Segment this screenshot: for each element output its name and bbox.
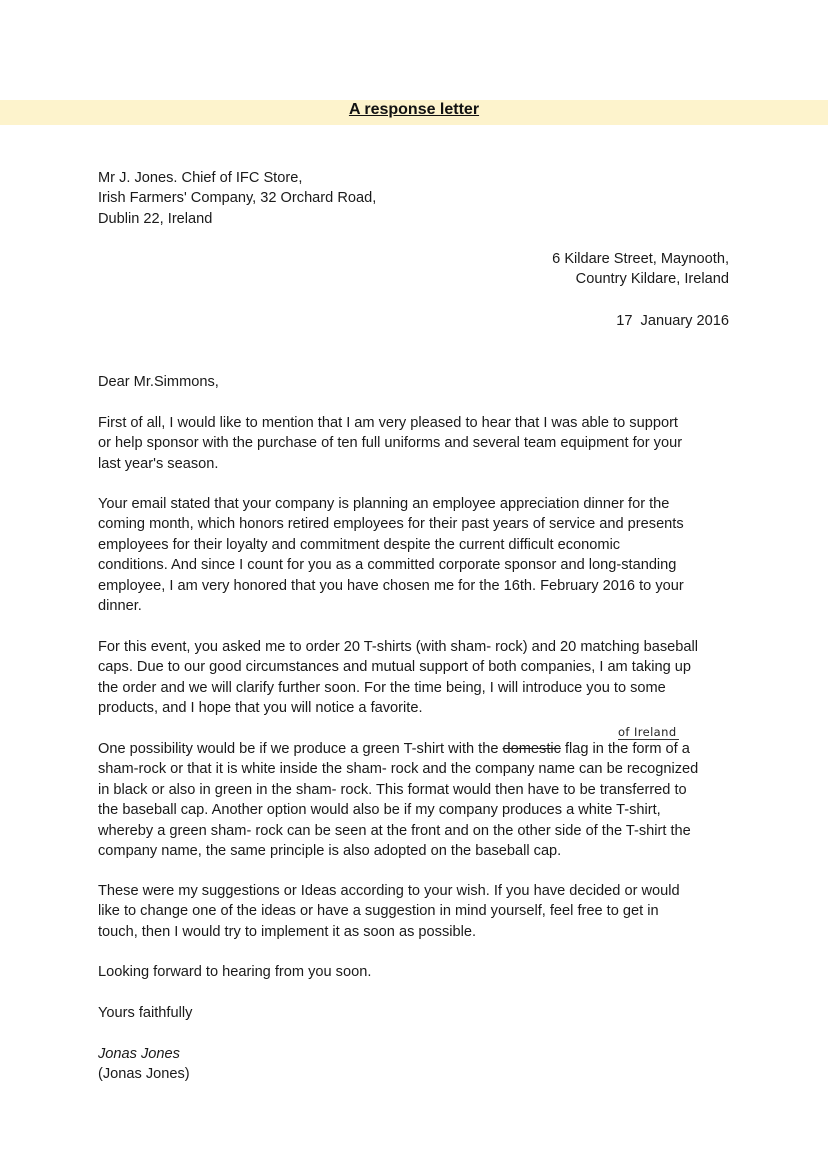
recipient-address bbox=[98, 168, 738, 229]
sender-line: 6 Kildare Street, Maynooth, bbox=[552, 251, 729, 267]
signature: Jonas Jones bbox=[98, 1046, 180, 1062]
text-segment: One possibility would be if we produce a green T-shirt with the bbox=[98, 741, 503, 757]
paragraph-2 bbox=[98, 494, 738, 616]
paragraph-line: touch, then I would try to implement it as soon as possible. bbox=[98, 923, 477, 940]
paragraph-line: or help sponsor with the purchase of ten full uniforms and several team equipment for your bbox=[98, 435, 683, 452]
paragraph-line: dinner. bbox=[98, 598, 142, 615]
paragraph-4 bbox=[98, 739, 738, 861]
sender-line: Country Kildare, Ireland bbox=[575, 271, 729, 288]
paragraph-first-line bbox=[98, 739, 738, 759]
paragraph-line: conditions. And since I count for you as a committed corporate sponsor and long-standing bbox=[98, 557, 677, 574]
paragraph-5 bbox=[98, 881, 738, 942]
handwritten-insertion: of Ireland bbox=[618, 725, 677, 739]
paragraph-line: the baseball cap. Another option would also be if my company produces a white T-shirt, bbox=[98, 802, 661, 819]
paragraph-line: products, and I hope that you will notice a favorite. bbox=[98, 700, 423, 717]
paragraph-line: Your email stated that your company is planning an employee appreciation dinner for the bbox=[98, 496, 670, 512]
paragraph-line: in black or also in green in the sham- rock. This format would then have to be transferred to bbox=[98, 781, 687, 798]
recipient-line: Dublin 22, Ireland bbox=[98, 210, 213, 227]
paragraph-line: last year's season. bbox=[98, 455, 219, 472]
struck-word: domestic bbox=[502, 741, 561, 757]
paragraph-line: coming month, which honors retired employees for their past years of service and presents bbox=[98, 516, 684, 533]
closing-line: Looking forward to hearing from you soon. bbox=[98, 964, 372, 980]
paragraph-line: sham-rock or that it is white inside the sham- rock and the company name can be recognized bbox=[98, 761, 699, 778]
signature-block bbox=[98, 1044, 738, 1085]
paragraph-line: like to change one of the ideas or have a suggestion in mind yourself, feel free to get in bbox=[98, 903, 659, 920]
paragraph-line: For this event, you asked me to order 20 T-shirts (with sham- rock) and 20 matching baseball bbox=[98, 639, 698, 655]
paragraph-line: First of all, I would like to mention that I am very pleased to hear that I was able to support bbox=[98, 415, 678, 431]
paragraph-3 bbox=[98, 637, 738, 719]
valediction: Yours faithfully bbox=[98, 1005, 193, 1021]
printed-name: (Jonas Jones) bbox=[98, 1066, 190, 1083]
paragraph-line: employees for their loyalty and commitment despite the current difficult economic bbox=[98, 536, 621, 553]
paragraph-line: These were my suggestions or Ideas according to your wish. If you have decided or would bbox=[98, 883, 680, 899]
paragraph-line: the order and we will clarify further soon. For the time being, I will introduce you to some bbox=[98, 679, 666, 696]
paragraph-line: company name, the same principle is also adopted on the baseball cap. bbox=[98, 843, 562, 860]
text-segment: flag in the form of a bbox=[560, 741, 690, 757]
letter-title: A response letter bbox=[348, 101, 480, 118]
paragraph-line: employee, I am very honored that you have chosen me for the 16th. February 2016 to your bbox=[98, 577, 684, 594]
sender-address bbox=[552, 249, 729, 290]
paragraph-line: whereby a green sham- rock can be seen at the front and on the other side of the T-shirt the bbox=[98, 822, 691, 839]
letter-date: 17 January 2016 bbox=[616, 313, 729, 329]
salutation: Dear Mr.Simmons, bbox=[98, 374, 219, 390]
paragraph-line: caps. Due to our good circumstances and mutual support of both companies, I am taking up bbox=[98, 659, 691, 676]
paragraph-1 bbox=[98, 413, 738, 474]
recipient-line: Mr J. Jones. Chief of IFC Store, bbox=[98, 170, 303, 186]
recipient-line: Irish Farmers' Company, 32 Orchard Road, bbox=[98, 190, 377, 207]
